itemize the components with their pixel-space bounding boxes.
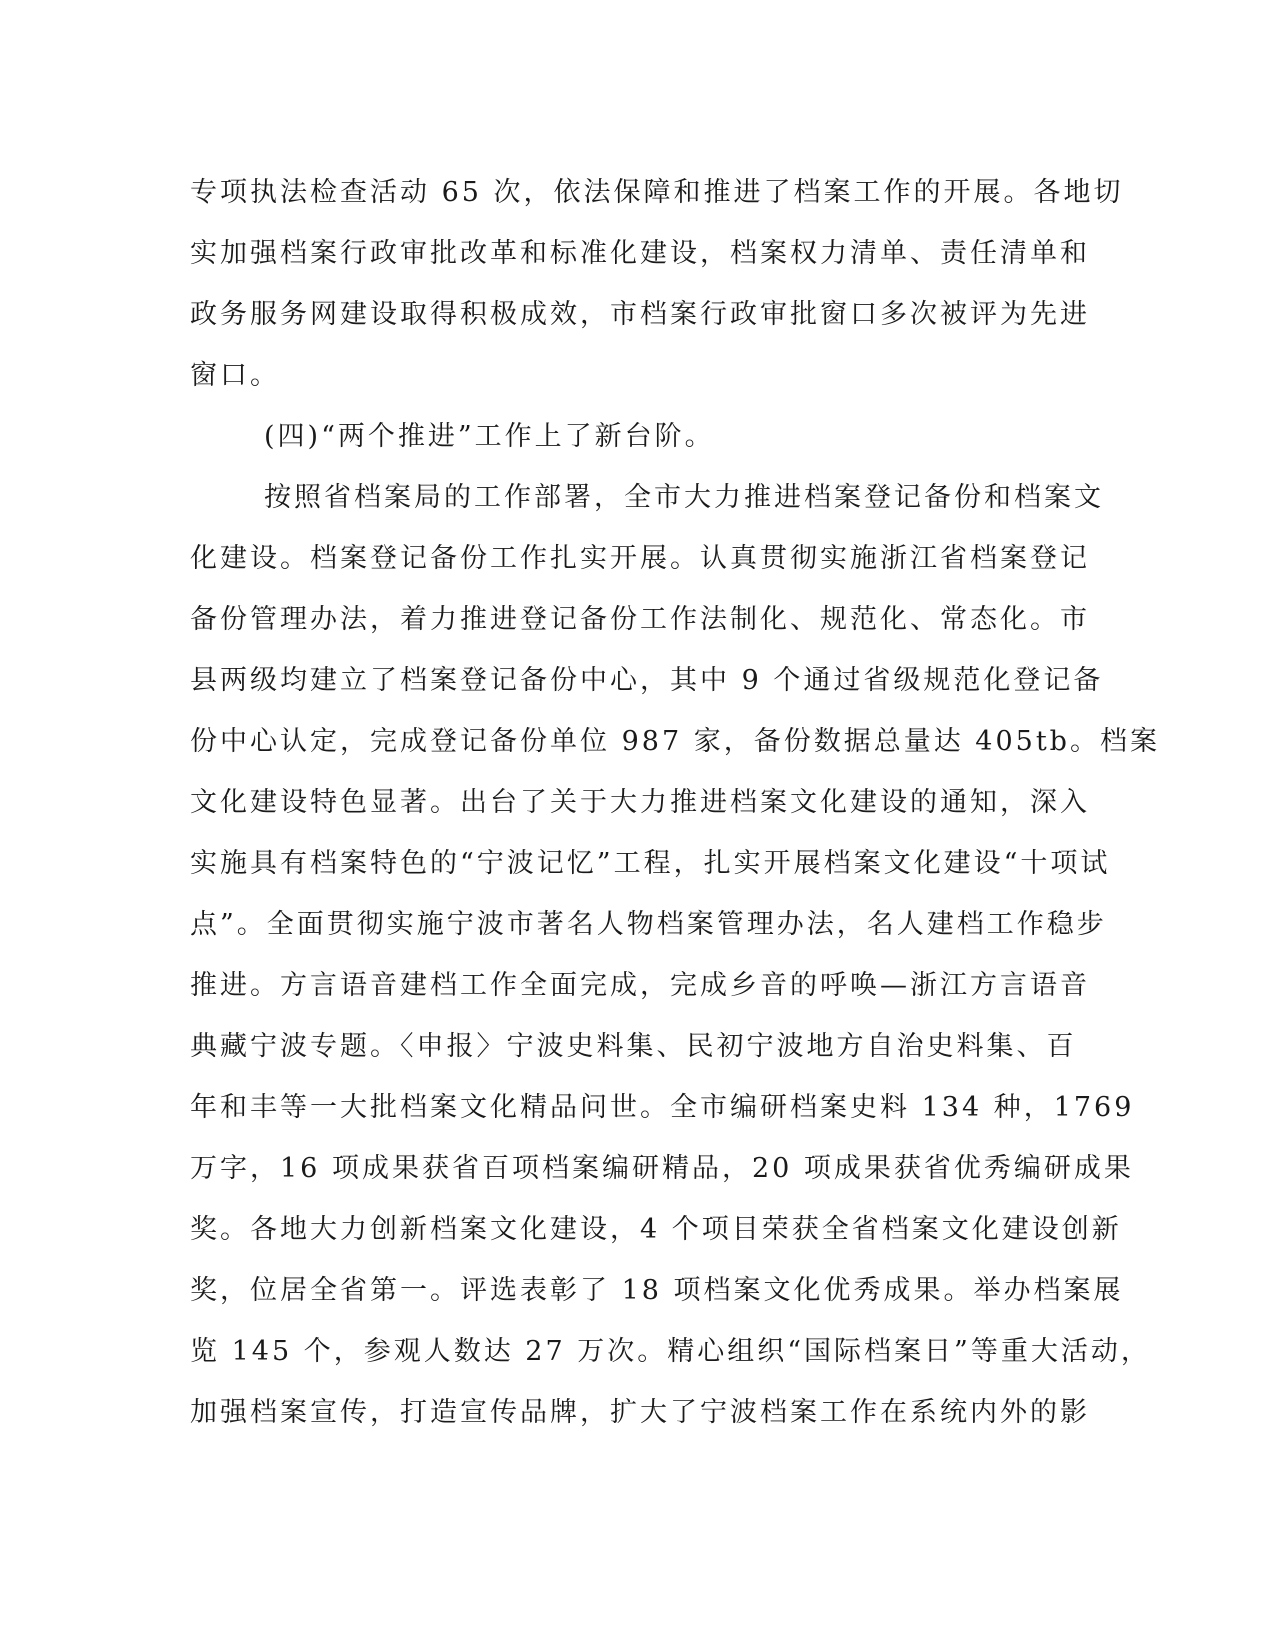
- body-text: [190, 162, 1160, 1443]
- text-line: 份中心认定，完成登记备份单位 987 家，备份数据总量达 405tb。档案: [190, 726, 1160, 757]
- text-line: 文化建设特色显著。出台了关于大力推进档案文化建设的通知，深入: [190, 787, 1090, 818]
- text-line: 县两级均建立了档案登记备份中心，其中 9 个通过省级规范化登记备: [190, 665, 1104, 696]
- text-line: 加强档案宣传，打造宣传品牌，扩大了宁波档案工作在系统内外的影: [190, 1397, 1090, 1428]
- text-line: 政务服务网建设取得积极成效，市档案行政审批窗口多次被评为先进: [190, 299, 1090, 330]
- text-line: 化建设。档案登记备份工作扎实开展。认真贯彻实施浙江省档案登记: [190, 543, 1090, 574]
- text-line: 览 145 个，参观人数达 27 万次。精心组织“国际档案日”等重大活动，: [190, 1336, 1151, 1367]
- text-line: 点”。全面贯彻实施宁波市著名人物档案管理办法，名人建档工作稳步: [190, 909, 1107, 940]
- text-line: 窗口。: [190, 360, 280, 391]
- text-line: 推进。方言语音建档工作全面完成，完成乡音的呼唤—浙江方言语音: [190, 970, 1090, 1001]
- text-line: 实施具有档案特色的“宁波记忆”工程，扎实开展档案文化建设“十项试: [190, 848, 1111, 879]
- text-line: 奖，位居全省第一。评选表彰了 18 项档案文化优秀成果。举办档案展: [190, 1275, 1124, 1306]
- text-line: 典藏宁波专题。〈申报〉宁波史料集、民初宁波地方自治史料集、百: [190, 1031, 1077, 1062]
- text-line: 按照省档案局的工作部署，全市大力推进档案登记备份和档案文: [264, 482, 1104, 513]
- section-heading: (四)“两个推进”工作上了新台阶。: [264, 421, 715, 452]
- text-line: 奖。各地大力创新档案文化建设，4 个项目荣获全省档案文化建设创新: [190, 1214, 1122, 1245]
- text-line: 年和丰等一大批档案文化精品问世。全市编研档案史料 134 种，1769: [190, 1092, 1135, 1123]
- text-line: 实加强档案行政审批改革和标准化建设，档案权力清单、责任清单和: [190, 238, 1090, 269]
- text-line: 万字，16 项成果获省百项档案编研精品，20 项成果获省优秀编研成果: [190, 1153, 1134, 1184]
- text-line: 专项执法检查活动 65 次，依法保障和推进了档案工作的开展。各地切: [190, 177, 1124, 208]
- text-line: 备份管理办法，着力推进登记备份工作法制化、规范化、常态化。市: [190, 604, 1090, 635]
